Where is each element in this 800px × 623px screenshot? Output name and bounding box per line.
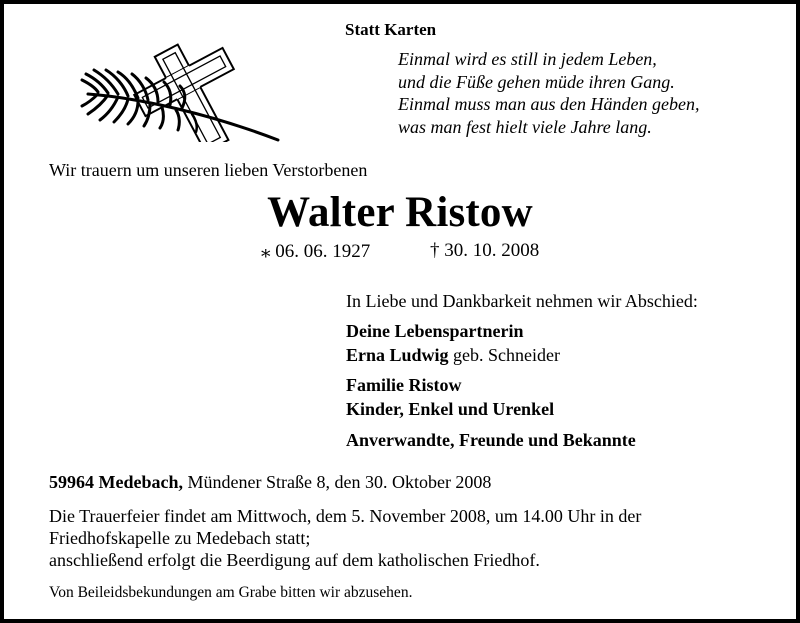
birth-date — [261, 240, 370, 263]
mourner-partner-title: Deine Lebenspartnerin — [346, 321, 524, 341]
funeral-service-info — [49, 505, 641, 571]
poem-line: und die Füße gehen müde ihren Gang. — [398, 71, 675, 92]
mourner-partner-name — [346, 345, 560, 366]
service-line: Friedhofskapelle zu Medebach statt; — [49, 528, 311, 548]
mourner-children: Kinder, Enkel und Urenkel — [346, 399, 555, 419]
death-dagger-icon: † — [430, 240, 440, 261]
poem — [398, 48, 699, 138]
mourner-others: Anverwandte, Freunde und Bekannte — [346, 430, 636, 450]
farewell-line: In Liebe und Dankbarkeit nehmen wir Abschied: — [346, 291, 698, 311]
poem-line: was man fest hielt viele Jahre lang. — [398, 116, 652, 137]
deceased-name: Walter Ristow — [267, 189, 533, 236]
mourner-family: Familie Ristow — [346, 375, 462, 395]
cross-with-palm-branch-icon — [80, 42, 290, 147]
death-date — [430, 240, 539, 262]
service-line: Die Trauerfeier findet am Mittwoch, dem 5. November 2008, um 14.00 Uhr in der — [49, 506, 642, 526]
birth-star-icon: ⁎ — [261, 241, 271, 262]
place-city: 59964 Medebach, — [49, 472, 183, 492]
partner-maiden-name: geb. Schneider — [453, 345, 561, 365]
death-date-value: 30. 10. 2008 — [444, 240, 540, 261]
header-statt-karten: Statt Karten — [345, 20, 437, 39]
closing-note: Von Beileidsbekundungen am Grabe bitten wir abzusehen. — [49, 584, 413, 601]
poem-line: Einmal wird es still in jedem Leben, — [398, 49, 657, 69]
intro-line: Wir trauern um unseren lieben Verstorbenen — [49, 160, 368, 180]
place-and-date — [49, 472, 491, 493]
birth-date-value: 06. 06. 1927 — [275, 241, 371, 262]
partner-name: Erna Ludwig — [346, 345, 449, 365]
service-line: anschließend erfolgt die Beerdigung auf dem katholischen Friedhof. — [49, 550, 540, 570]
place-address-date: Mündener Straße 8, den 30. Oktober 2008 — [187, 472, 492, 492]
poem-line: Einmal muss man aus den Händen geben, — [398, 94, 700, 114]
